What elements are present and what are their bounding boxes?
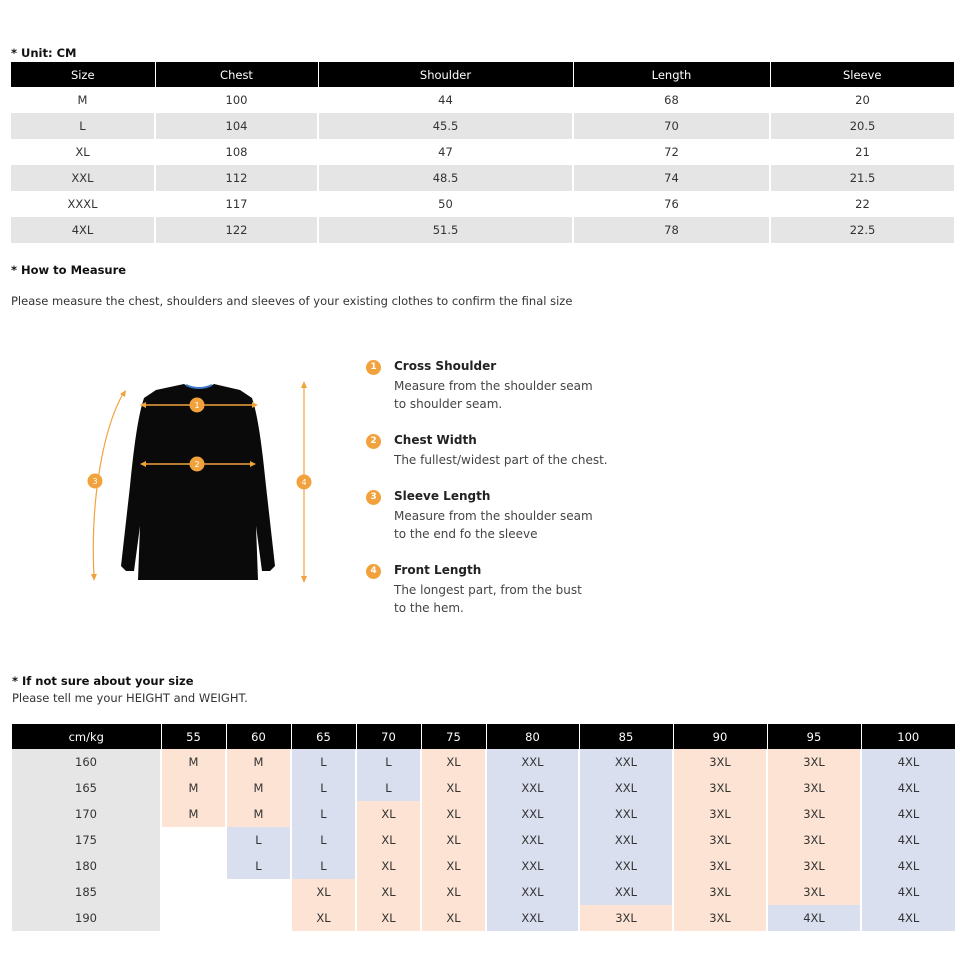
how-to-measure-heading: * How to Measure (11, 263, 127, 277)
size-cell: L (356, 749, 421, 775)
size-cell: L (226, 853, 291, 879)
size-chart-cell: 117 (155, 191, 318, 217)
size-cell (161, 905, 226, 931)
marker-3-label: 3 (92, 477, 98, 486)
size-chart-header-cell: Size (11, 62, 155, 87)
size-chart-cell: 22.5 (770, 217, 954, 243)
size-cell: XXL (579, 827, 673, 853)
size-cell: 3XL (673, 853, 767, 879)
size-cell: 3XL (673, 879, 767, 905)
recommendation-row (12, 775, 955, 801)
unit-label: * Unit: CM (11, 46, 77, 60)
legend-badge-1: 1 (366, 360, 381, 375)
size-chart-header-cell: Chest (155, 62, 318, 87)
recommendation-row (12, 749, 955, 775)
size-cell: XL (356, 853, 421, 879)
size-cell: L (356, 775, 421, 801)
size-cell: L (226, 827, 291, 853)
size-cell: 4XL (861, 827, 955, 853)
size-cell: XL (356, 905, 421, 931)
legend-desc: The fullest/widest part of the chest. (394, 453, 608, 467)
size-chart-cell: 104 (155, 113, 318, 139)
size-chart-cell: L (11, 113, 155, 139)
size-chart-cell: 48.5 (318, 165, 573, 191)
size-cell: 4XL (767, 905, 861, 931)
recommendation-header-row (12, 724, 955, 749)
recommendation-row (12, 801, 955, 827)
size-cell: XXL (486, 801, 579, 827)
weight-header-cell: 85 (579, 724, 673, 749)
size-chart-header-cell: Sleeve (770, 62, 954, 87)
size-cell: XXL (486, 827, 579, 853)
size-chart-cell: 45.5 (318, 113, 573, 139)
size-chart-row (11, 139, 954, 165)
height-cell: 165 (12, 775, 161, 801)
size-chart-cell: 21.5 (770, 165, 954, 191)
size-cell: XL (421, 879, 486, 905)
size-chart-cell: XXXL (11, 191, 155, 217)
legend-badge-2: 2 (366, 434, 381, 449)
size-cell: 3XL (767, 827, 861, 853)
size-cell: XXL (486, 775, 579, 801)
marker-2-label: 2 (194, 460, 200, 469)
size-cell (161, 879, 226, 905)
size-chart-cell: 50 (318, 191, 573, 217)
size-cell: 4XL (861, 801, 955, 827)
size-recommendation-table (12, 724, 955, 931)
size-cell: XL (291, 905, 356, 931)
size-cell: 3XL (767, 801, 861, 827)
size-cell: XXL (486, 853, 579, 879)
weight-header-cell: 90 (673, 724, 767, 749)
size-cell: XXL (486, 749, 579, 775)
size-cell: M (226, 775, 291, 801)
size-cell: XL (421, 853, 486, 879)
recommendation-heading: * If not sure about your size (12, 674, 194, 688)
size-cell: XL (421, 749, 486, 775)
size-cell: XL (421, 801, 486, 827)
recommendation-subtext: Please tell me your HEIGHT and WEIGHT. (12, 691, 248, 705)
size-chart-table (11, 62, 954, 243)
weight-header-cell: 80 (486, 724, 579, 749)
size-cell: L (291, 801, 356, 827)
size-chart-cell: 22 (770, 191, 954, 217)
recommendation-row (12, 879, 955, 905)
weight-header-cell: 60 (226, 724, 291, 749)
size-chart-cell: 44 (318, 87, 573, 113)
height-cell: 160 (12, 749, 161, 775)
size-cell: M (161, 749, 226, 775)
size-chart-cell: 76 (573, 191, 770, 217)
size-cell: XXL (579, 775, 673, 801)
size-chart-cell: 72 (573, 139, 770, 165)
weight-header-cell: 100 (861, 724, 955, 749)
size-cell: 3XL (673, 905, 767, 931)
size-chart-cell: 20.5 (770, 113, 954, 139)
size-cell: 3XL (767, 749, 861, 775)
legend-title: Chest Width (394, 433, 477, 447)
recommendation-row (12, 905, 955, 931)
weight-header-cell: 70 (356, 724, 421, 749)
size-cell: 4XL (861, 853, 955, 879)
legend-title: Front Length (394, 563, 482, 577)
marker-1-label: 1 (194, 401, 200, 410)
size-cell: XXL (579, 749, 673, 775)
size-cell (161, 827, 226, 853)
size-chart-cell: 100 (155, 87, 318, 113)
size-cell: 4XL (861, 905, 955, 931)
size-cell: L (291, 775, 356, 801)
size-cell: XL (291, 879, 356, 905)
size-chart-row (11, 191, 954, 217)
size-cell: M (226, 749, 291, 775)
sweater-shape (121, 384, 275, 580)
size-chart-cell: 78 (573, 217, 770, 243)
size-chart-cell: M (11, 87, 155, 113)
size-cell: 3XL (673, 749, 767, 775)
weight-header-cell: 55 (161, 724, 226, 749)
height-cell: 175 (12, 827, 161, 853)
size-chart-cell: 122 (155, 217, 318, 243)
weight-header-cell: 75 (421, 724, 486, 749)
size-cell: XL (421, 905, 486, 931)
legend-title: Cross Shoulder (394, 359, 497, 373)
size-cell: XL (421, 775, 486, 801)
size-cell: 4XL (861, 775, 955, 801)
size-cell: 3XL (767, 775, 861, 801)
legend-desc: The longest part, from the bust to the hem. (394, 583, 582, 615)
size-cell: XXL (486, 879, 579, 905)
corner-label: cm/kg (12, 724, 161, 749)
legend-title: Sleeve Length (394, 489, 491, 503)
how-to-measure-text: Please measure the chest, shoulders and sleeves of your existing clothes to confirm the final size (11, 294, 573, 308)
marker-4-label: 4 (301, 478, 307, 487)
size-chart-cell: XXL (11, 165, 155, 191)
height-cell: 180 (12, 853, 161, 879)
size-cell: L (291, 827, 356, 853)
size-chart-header-cell: Length (573, 62, 770, 87)
size-chart-cell: 20 (770, 87, 954, 113)
size-cell: 3XL (767, 853, 861, 879)
size-cell (161, 853, 226, 879)
weight-header-cell: 65 (291, 724, 356, 749)
weight-header-cell: 95 (767, 724, 861, 749)
height-cell: 185 (12, 879, 161, 905)
recommendation-row (12, 853, 955, 879)
size-cell: 3XL (673, 775, 767, 801)
size-chart-cell: 4XL (11, 217, 155, 243)
height-cell: 190 (12, 905, 161, 931)
size-cell: 3XL (673, 827, 767, 853)
size-chart-row (11, 87, 954, 113)
size-cell: L (291, 853, 356, 879)
legend-desc: Measure from the shoulder seam to the end fo the sleeve (394, 509, 593, 541)
size-cell: 4XL (861, 879, 955, 905)
size-chart-cell: XL (11, 139, 155, 165)
size-cell: XL (421, 827, 486, 853)
size-chart-cell: 74 (573, 165, 770, 191)
legend-desc: Measure from the shoulder seam to shoulder seam. (394, 379, 593, 411)
size-cell: 3XL (767, 879, 861, 905)
legend-badge-4: 4 (366, 564, 381, 579)
size-cell (226, 905, 291, 931)
size-cell: M (226, 801, 291, 827)
size-cell: XL (356, 879, 421, 905)
size-cell: M (161, 775, 226, 801)
size-chart-cell: 68 (573, 87, 770, 113)
size-chart-row (11, 113, 954, 139)
size-chart-header-row (11, 62, 954, 87)
height-cell: 170 (12, 801, 161, 827)
size-cell: XXL (579, 853, 673, 879)
size-chart-cell: 21 (770, 139, 954, 165)
shirt-diagram (80, 376, 320, 586)
size-chart-row (11, 165, 954, 191)
size-cell: XXL (579, 879, 673, 905)
size-chart-cell: 51.5 (318, 217, 573, 243)
size-cell: XL (356, 801, 421, 827)
size-cell (226, 879, 291, 905)
size-cell: 3XL (673, 801, 767, 827)
legend-badge-3: 3 (366, 490, 381, 505)
size-chart-cell: 47 (318, 139, 573, 165)
size-cell: L (291, 749, 356, 775)
size-chart-cell: 112 (155, 165, 318, 191)
size-chart-row (11, 217, 954, 243)
size-cell: XXL (579, 801, 673, 827)
recommendation-row (12, 827, 955, 853)
size-cell: 3XL (579, 905, 673, 931)
size-chart-cell: 108 (155, 139, 318, 165)
size-cell: XXL (486, 905, 579, 931)
size-chart-cell: 70 (573, 113, 770, 139)
size-chart-header-cell: Shoulder (318, 62, 573, 87)
size-cell: M (161, 801, 226, 827)
size-cell: XL (356, 827, 421, 853)
size-cell: 4XL (861, 749, 955, 775)
